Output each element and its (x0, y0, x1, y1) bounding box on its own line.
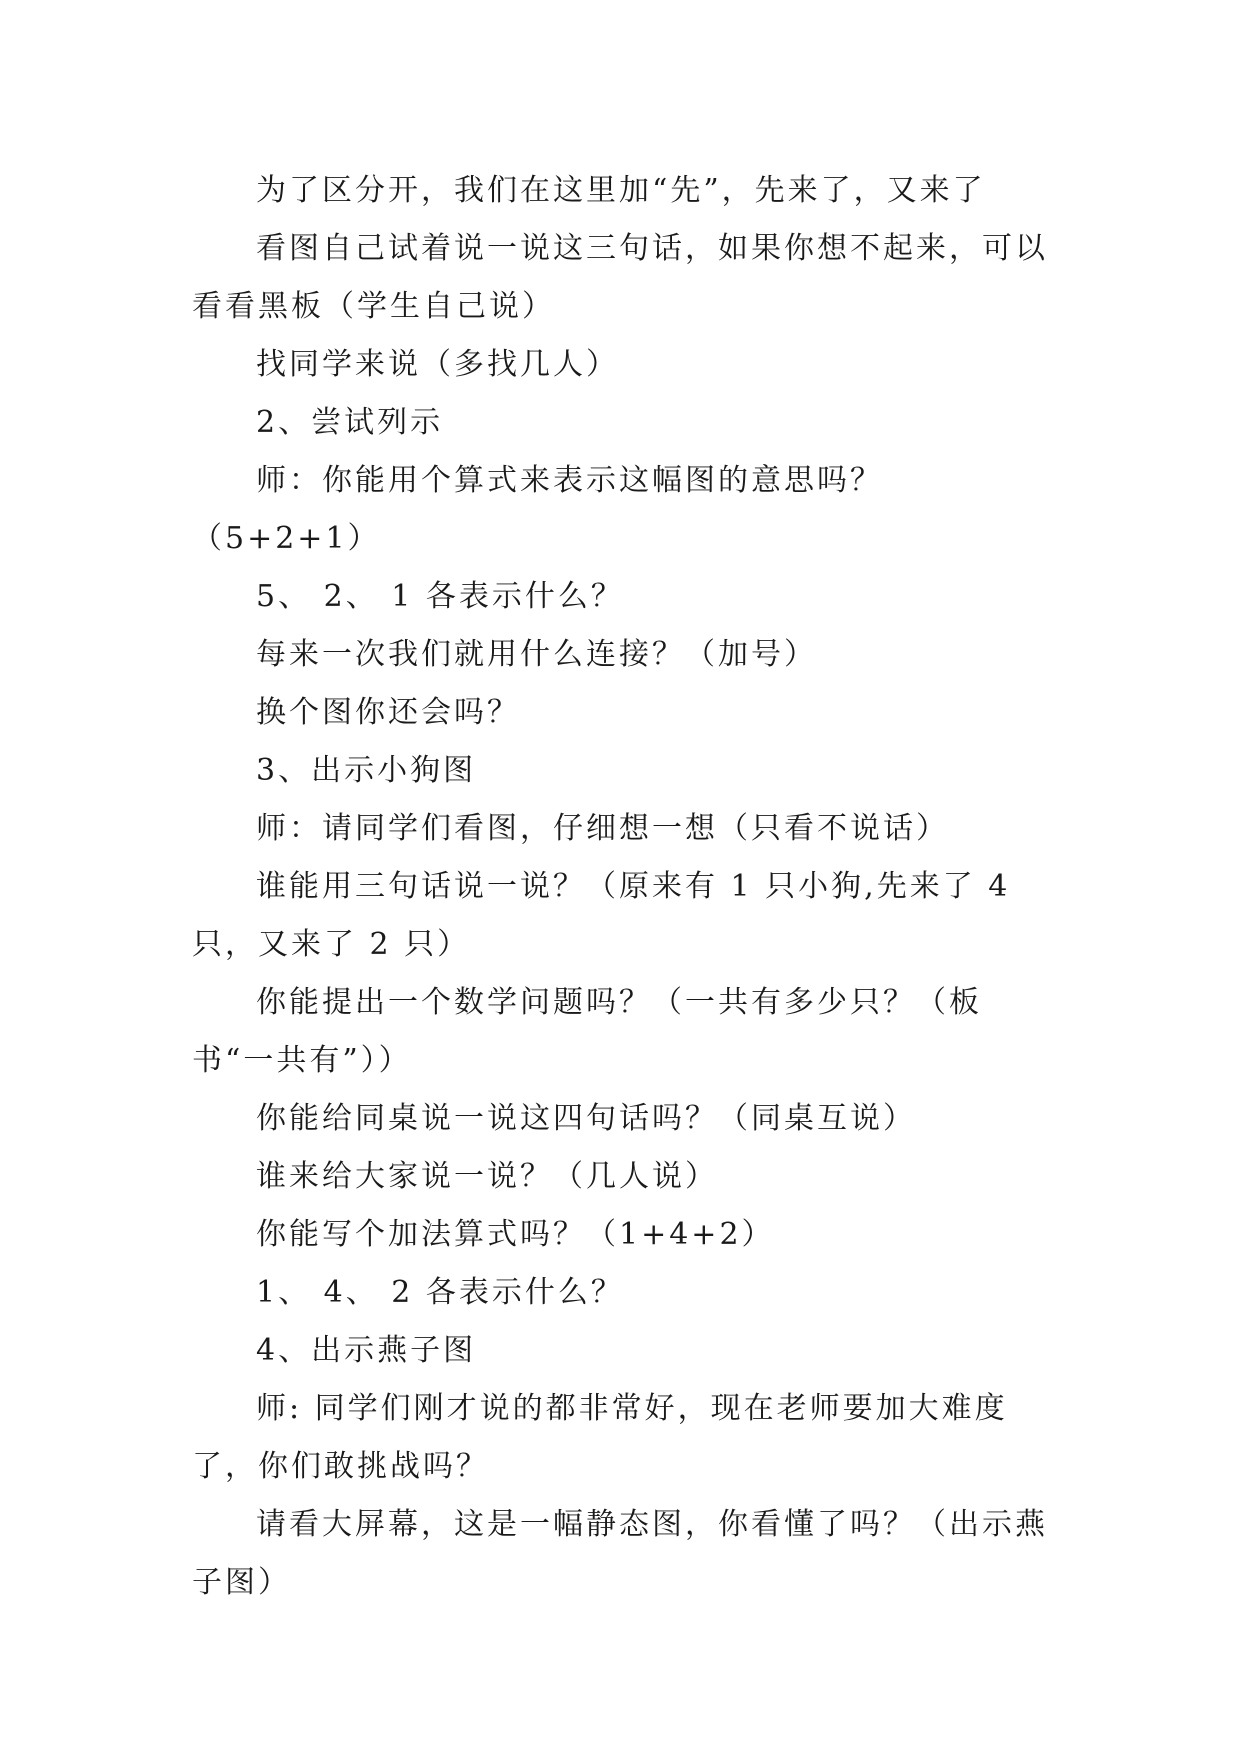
paragraph: 每来一次我们就用什么连接？（加号） (256, 637, 817, 672)
paragraph: 5、 2、 1 各表示什么？ (256, 579, 624, 614)
paragraph: 你能写个加法算式吗？（1+4+2） (256, 1217, 775, 1252)
section-heading: 3、出示小狗图 (256, 753, 477, 788)
paragraph: 师: 同学们刚才说的都非常好，现在老师要加大难度了，你们敢挑战吗？ (192, 1391, 1008, 1484)
section-heading: 4、出示燕子图 (256, 1333, 477, 1368)
paragraph: 请看大屏幕，这是一幅静态图，你看懂了吗？（出示燕子图） (192, 1507, 1048, 1600)
paragraph: 看图自己试着说一说这三句话，如果你想不起来，可以看看黑板（学生自己说） (192, 231, 1048, 324)
paragraph: 换个图你还会吗？ (256, 695, 520, 730)
paragraph: 1、 4、 2 各表示什么？ (256, 1275, 624, 1310)
paragraph: 你能给同桌说一说这四句话吗？（同桌互说） (256, 1101, 916, 1136)
paragraph: 为了区分开，我们在这里加“先”，先来了，又来了 (256, 173, 986, 208)
paragraph: 你能提出一个数学问题吗？（一共有多少只？（板书“一共有”）） (192, 985, 982, 1078)
section-heading: 2、尝试列示 (256, 405, 444, 440)
paragraph: 找同学来说（多找几人） (256, 347, 619, 382)
paragraph: 师：请同学们看图，仔细想一想（只看不说话） (256, 811, 949, 846)
paragraph: 谁能用三句话说一说？（原来有 1 只小狗,先来了 4 只，又来了 2 只） (192, 869, 1011, 962)
paragraph: 师：你能用个算式来表示这幅图的意思吗？（5+2+1） (192, 463, 883, 556)
paragraph: 谁来给大家说一说？（几人说） (256, 1159, 718, 1194)
document-page (192, 162, 1054, 1612)
